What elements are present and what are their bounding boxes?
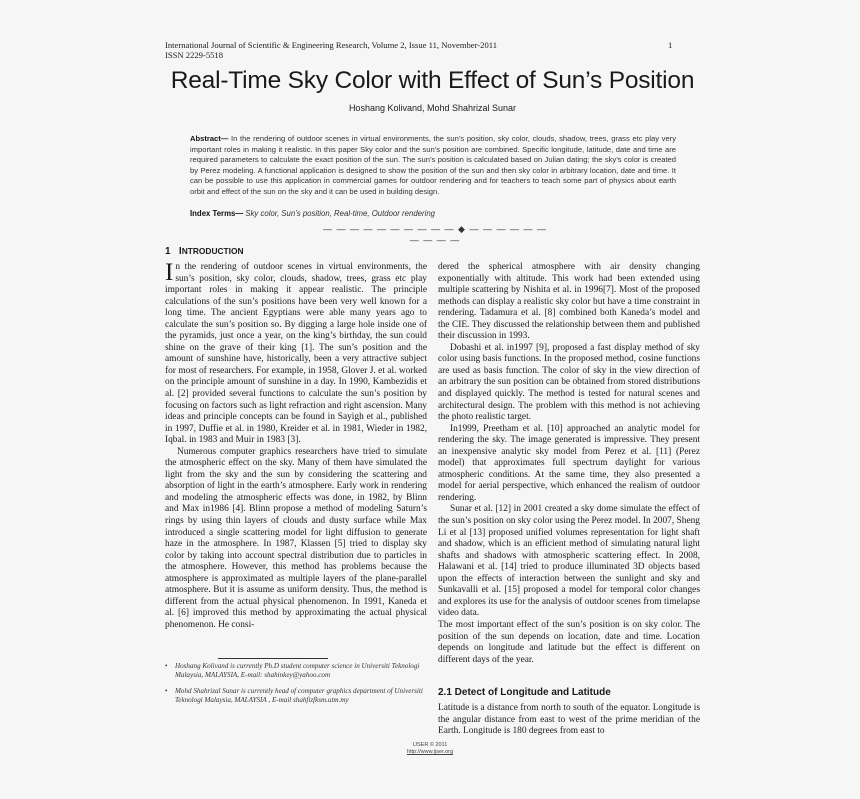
footnote-item: • Hoshang Kolivand is currently Ph.D student computer science in Universiti Teknologi Malaysia, MALAYSIA, E-mail: shahinkey@yahoo.com <box>165 662 420 680</box>
paragraph: Dobashi et al. in1997 [9], proposed a fast display method of sky color using basis functions. In the proposed method, cosine functions are used as basis function. The color of sky in the view direction of an arbitrary the sun position can be obtained from stored distributions and displayed quickly. The method is tested for natural scenes and architectural design. The problem with this method is not achieving the photo realistic target. <box>438 342 700 423</box>
index-terms-text: Sky color, Sun’s position, Real-time, Outdoor rendering <box>243 209 435 218</box>
abstract-label: Abstract— <box>190 134 229 143</box>
page-number: 1 <box>668 40 673 50</box>
paragraph: Numerous computer graphics researchers have tried to simulate the atmospheric effect on the sky. Many of them have simulated the light from the sky and the sun by considering the scattering and absorption of light in the earth’s atmosphere. Early work in rendering and modeling the atmospheric effects was done, in 1982, by Blinn and Max in1986 [4]. Blinn propose a method of modeling Saturn’s rings by using thin layers of clouds and dusty surface while Max introduced a single scattering model for light diffusion to generate haze in the atmosphere. In 1987, Klassen [5] tried to display sky color by taking into account spectral distribution due to particles in the atmosphere. However, this method has problems because the atmosphere is approximated as multiple layers of the plane-parallel atmosphere. But it is assume as uniform density. Thus, the method is different from the actual physical phenomenon. In 1991, Kaneda et al. [6] improved this method by approximating the actual physical phenomenon. He consi- <box>165 446 427 630</box>
paragraph: Latitude is a distance from north to south of the equator. Longitude is the angular distance from east to west of the prime meridian of the Earth. Longitude is 180 degrees from east to <box>438 703 700 737</box>
footnotes <box>165 662 427 711</box>
index-terms <box>190 209 676 218</box>
section-number: 1 <box>165 246 171 257</box>
paragraph: dered the spherical atmosphere with air density changing exponentially with altitude. This work had been extended using multiple scattering by Nishita et al. in 1996[7]. Most of the proposed methods can display a realistic sky color but have a time constraint in rendering. Tadamura et al. [8] combined both Kaneda’s model and the CIE. They discussed the relationship between them and published their discussion in 1993. <box>438 262 700 342</box>
paragraph: The most important effect of the sun’s position is on sky color. The position of the sun depends on location, date and time. Location depends on longitude and latitude but the effect is different on different days of the year. <box>438 619 700 665</box>
bullet-icon: • <box>165 686 168 695</box>
journal-header <box>165 40 685 60</box>
abstract <box>190 134 676 197</box>
bullet-icon: • <box>165 662 168 670</box>
issn: ISSN 2229-5518 <box>165 50 224 60</box>
paper-title: Real-Time Sky Color with Effect of Sun’s Position <box>170 67 695 94</box>
paragraph: In the rendering of outdoor scenes in virtual environments, the sun’s position, sky color, clouds, shadow, trees, grass etc play important roles in making it appear realistic. The principle calculations of the sun’s positions have been very well known for a long time. The ancient Egyptians were able many years ago to calculate the sun’s position so. By digging a large hole inside one of the pyramids, just once a year, on the king’s birthday, the sun could shine on the grave of their king [1]. The sun’s position and the amount of sunshine have, historically, been a very attractive subject for most of researchers. For example, in 1958, Glover J. et al. worked on the principle amount of sunshine in a day. In 1990, Kambezidis et al. [2] provided several functions to calculate the sun’s position by focusing on factors such as light refraction and right ascension. Many ideas and principle concepts can be found in Sayigh et al., published in 1997, Duffie et al. in 1980, Kreider et al. in 1981, Wieder in 1982, Iqbal. in 1983 and Muir in 1983 [3]. <box>165 259 427 446</box>
right-column <box>438 262 700 666</box>
journal-link[interactable]: http://www.ijser.org <box>406 749 454 755</box>
section-heading-introduction <box>165 246 244 257</box>
journal-citation: International Journal of Scientific & Engineering Research, Volume 2, Issue 11, November-2011 <box>165 40 498 50</box>
section-title-initial: I <box>178 246 182 257</box>
section-2-1-body <box>438 703 700 738</box>
section-divider: — — — — — — — — — — ◆ — — — — — — — — — — <box>323 224 547 245</box>
copyright: IJSER © 2011 <box>412 742 448 748</box>
page-footer <box>360 742 500 756</box>
index-terms-label: Index Terms— <box>190 209 244 218</box>
left-column <box>165 259 427 632</box>
abstract-text: In the rendering of outdoor scenes in virtual environments, the sun’s position, sky color, clouds, shadow, trees, grass etc play very important roles in making it realistic. In this paper Sky color and the sun’s position are combined. Specific longitude, latitude, date and time are required parameters to calculate the exact position of the sun. The sun’s position is calculated based on Julian dating; the sky’s color is created by Perez modeling. A functional application is designed to show the position of the sun and then sky color in arbitrary location, date and time. It can be possible to use this application in commercial games for outdoor rendering and for teachers to teach some part of physics about earth orbit and effect of the sun on the sky and it can be used in building design. <box>190 134 676 196</box>
paragraph: Sunar et al. [12] in 2001 created a sky dome simulate the effect of the sun’s position on sky color using the Perez model. In 2007, Sheng Li et al [13] proposed unified volumes representation for light shaft and shadow, which is an efficient method of simulating natural light shafts and shadows with atmospheric scattering effect. In 2008, Halawani et al. [14] tried to produce illuminated 3D objects based upon the effects of interaction between the sunlight and sky and Sunkavalli et al. [15] proposed a model for temporal color changes and explores its use for the analysis of outdoor scenes from timelapse video data. <box>438 504 700 619</box>
section-heading-2-1: 2.1 Detect of Longitude and Latitude <box>438 687 611 698</box>
footnote-item: • Mohd Shahrizal Sunar is currently head of computer graphics department of Universiti Teknologi Malaysia, MALAYSIA , E-mail shahfizfksm.utm.my <box>165 686 423 704</box>
drop-cap: I <box>165 259 174 286</box>
footnote-rule <box>218 658 328 659</box>
authors: Hoshang Kolivand, Mohd Shahrizal Sunar <box>348 103 517 113</box>
section-title-rest: NTRODUCTION <box>181 246 244 256</box>
paragraph: In1999, Preetham et al. [10] approached an analytic model for rendering the sky. The image generated is impressive. They present an inexpensive analytic sky model from Perez et al. [11] (Perez model) that approximates full spectrum daylight for various atmospheric conditions. At the same time, they also presented a model for aerial perspective, which enhanced the realism of outdoor rendering. <box>438 423 700 503</box>
